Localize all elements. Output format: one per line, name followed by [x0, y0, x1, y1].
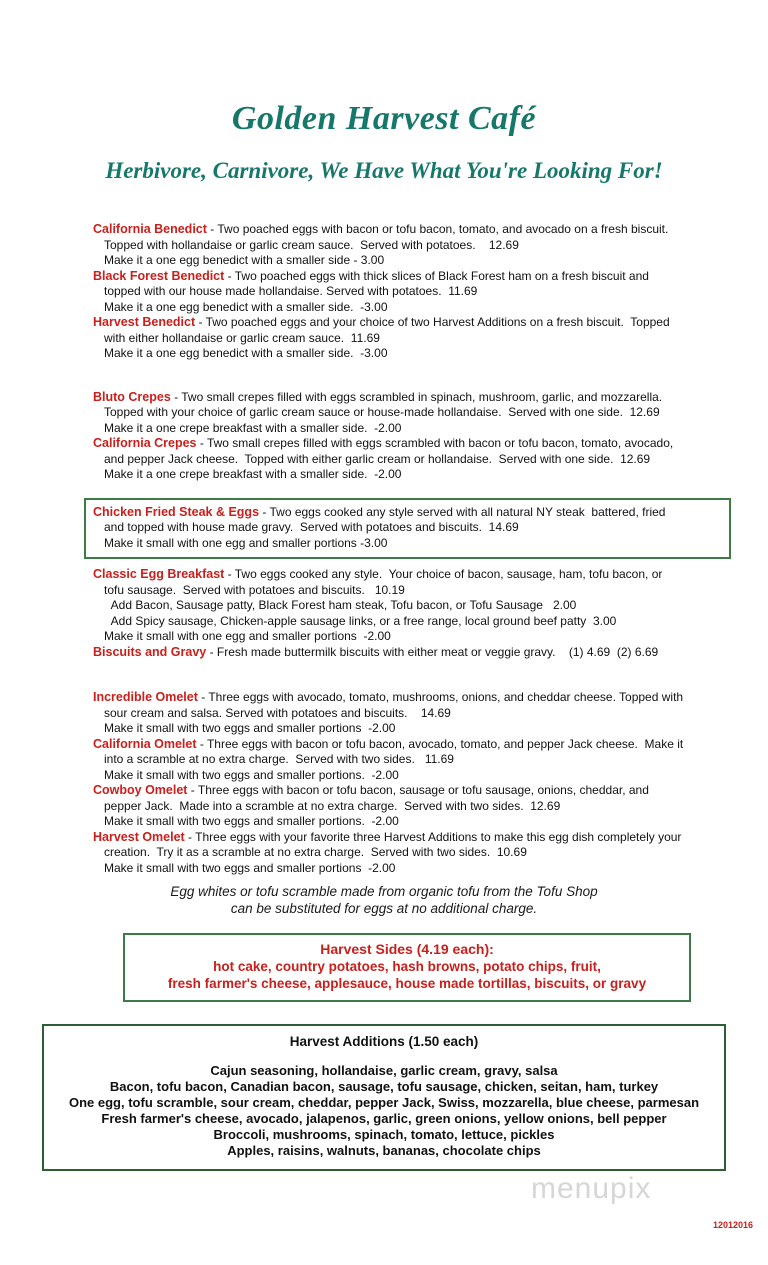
menu-item-name: Cowboy Omelet — [93, 783, 188, 797]
menu-item-line: Make it a one egg benedict with a smaller side. -3.00 — [104, 299, 388, 314]
menu-item-head — [93, 436, 721, 452]
menu-item-line: Make it small with two eggs and smaller portions -2.00 — [104, 721, 396, 735]
menu-item — [93, 269, 721, 316]
menu-item-description: - Three eggs with bacon or tofu bacon, sausage or tofu sausage, onions, cheddar, and — [187, 783, 649, 797]
menu-item-head — [93, 567, 721, 583]
menu-item-description: - Three eggs with bacon or tofu bacon, avocado, tomato, and pepper Jack cheese. Make it — [196, 736, 684, 751]
menu-item — [93, 737, 721, 784]
menu-item — [93, 783, 721, 830]
harvest-additions-line: Bacon, tofu bacon, Canadian bacon, sausage, tofu sausage, chicken, seitan, ham, turkey — [109, 1079, 659, 1094]
menu-item-head — [93, 390, 721, 406]
menu-item-name: Harvest Omelet — [93, 829, 185, 844]
menu-item-head — [93, 315, 721, 331]
menu-item-head — [93, 737, 721, 753]
menu-item-name: California Benedict — [93, 222, 207, 236]
harvest-additions-line: Cajun seasoning, hollandaise, garlic cream, gravy, salsa — [210, 1063, 558, 1078]
menu-item-head — [93, 269, 721, 285]
menu-item-line: Add Bacon, Sausage patty, Black Forest ham steak, Tofu bacon, or Tofu Sausage 2.00 — [104, 598, 577, 612]
substitution-note-line: Egg whites or tofu scramble made from organic tofu from the Tofu Shop — [170, 884, 598, 899]
menu-item-description: - Two eggs cooked any style served with all natural NY steak battered, fried — [259, 504, 666, 519]
menu-item-head — [93, 783, 721, 799]
menu-item-description: - Three eggs with avocado, tomato, mushrooms, onions, and cheddar cheese. Topped with — [197, 690, 684, 704]
menu-item-head — [93, 690, 721, 706]
date-stamp: 12012016 — [712, 1220, 753, 1230]
menu-item — [93, 315, 721, 362]
menu-item-line: Make it a one egg benedict with a smaller side. -3.00 — [104, 346, 388, 360]
menu-item-line: pepper Jack. Made into a scramble at no extra charge. Served with two sides. 12.69 — [104, 798, 561, 813]
menu-item — [93, 567, 721, 645]
menu-item-name: Classic Egg Breakfast — [93, 567, 225, 581]
menu-item — [93, 690, 721, 737]
menu-item-line: topped with our house made hollandaise. Served with potatoes. 11.69 — [104, 284, 478, 298]
menu-item — [93, 830, 721, 877]
harvest-additions-list — [48, 1063, 720, 1159]
menu-item-name: Biscuits and Gravy — [93, 644, 207, 659]
menu-item-name: Harvest Benedict — [93, 315, 196, 329]
menu-item-description: - Two eggs cooked any style. Your choice of bacon, sausage, ham, tofu bacon, or — [224, 567, 663, 581]
menu-group — [93, 690, 721, 876]
menu-item-name: Incredible Omelet — [93, 690, 198, 704]
menu-item-line: creation. Try it as a scramble at no extra charge. Served with two sides. 10.69 — [104, 845, 527, 859]
harvest-additions-line: One egg, tofu scramble, sour cream, cheddar, pepper Jack, Swiss, mozzarella, blue cheese, parmesan — [68, 1095, 700, 1110]
menu-item-description: - Two poached eggs with thick slices of Black Forest ham on a fresh biscuit and — [224, 268, 649, 283]
menu-group — [93, 567, 721, 660]
harvest-sides-line: fresh farmer's cheese, applesauce, house made tortillas, biscuits, or gravy — [167, 976, 647, 991]
restaurant-name: Golden Harvest Café — [231, 100, 537, 137]
menu-item-description: - Three eggs with your favorite three Harvest Additions to make this egg dish completely your — [184, 829, 682, 844]
menu-item-name: Chicken Fried Steak & Eggs — [93, 504, 260, 519]
highlight-box — [84, 498, 731, 560]
harvest-sides-line: hot cake, country potatoes, hash browns, potato chips, fruit, — [213, 959, 601, 974]
menu-item — [93, 222, 721, 269]
harvest-additions-line: Apples, raisins, walnuts, bananas, chocolate chips — [227, 1143, 541, 1158]
menu-item — [93, 645, 721, 661]
menu-item-description: - Fresh made buttermilk biscuits with either meat or veggie gravy. (1) 4.69 (2) 6.69 — [206, 644, 659, 659]
menupix-watermark: menupix — [531, 1172, 652, 1205]
menu-item-line: Make it small with one egg and smaller portions -3.00 — [104, 535, 388, 550]
menu-item-line: Add Spicy sausage, Chicken-apple sausage links, or a free range, local ground beef patty 3.00 — [104, 613, 617, 628]
menu-item — [93, 436, 721, 483]
menu-item-head — [93, 222, 721, 238]
harvest-additions-box — [42, 1024, 726, 1171]
menu-item-description: - Two small crepes filled with eggs scrambled in spinach, mushroom, garlic, and mozzarella. — [170, 389, 663, 404]
harvest-additions-line: Broccoli, mushrooms, spinach, tomato, lettuce, pickles — [213, 1127, 555, 1142]
harvest-additions-line: Fresh farmer's cheese, avocado, jalapenos, garlic, green onions, yellow onions, bell pepper — [101, 1111, 667, 1126]
menu-item-line: and topped with house made gravy. Served with potatoes and biscuits. 14.69 — [104, 520, 519, 534]
menu-item-description: - Two poached eggs with bacon or tofu bacon, tomato, and avocado on a fresh biscuit. — [206, 222, 669, 236]
menu-item — [93, 390, 721, 437]
menu-item-line: and pepper Jack cheese. Topped with either garlic cream or hollandaise. Served with one side. 12.69 — [104, 451, 651, 466]
menu-item-line: into a scramble at no extra charge. Served with two sides. 11.69 — [104, 752, 454, 766]
menu-item-name: California Omelet — [93, 736, 197, 751]
menu-items-list — [93, 222, 721, 876]
menu-item-line: with either hollandaise or garlic cream sauce. 11.69 — [104, 330, 380, 345]
menu-item-line: Make it small with two eggs and smaller portions. -2.00 — [104, 814, 399, 828]
harvest-sides-title: Harvest Sides (4.19 each): — [320, 941, 494, 957]
menu-item-line: Make it small with two eggs and smaller portions -2.00 — [104, 860, 396, 875]
menu-item-head — [93, 830, 721, 846]
menu-item — [93, 505, 721, 552]
menu-item-description: - Two small crepes filled with eggs scrambled with bacon or tofu bacon, tomato, avocado, — [196, 436, 674, 450]
menu-item-line: sour cream and salsa. Served with potatoes and biscuits. 14.69 — [104, 705, 451, 720]
harvest-additions-title: Harvest Additions (1.50 each) — [289, 1034, 479, 1049]
menu-item-line: Topped with hollandaise or garlic cream sauce. Served with potatoes. 12.69 — [104, 237, 519, 252]
menu-item-line: tofu sausage. Served with potatoes and biscuits. 10.19 — [104, 582, 405, 597]
menu-item-line: Make it a one crepe breakfast with a smaller side. -2.00 — [104, 467, 402, 481]
menu-item-description: - Two poached eggs and your choice of two Harvest Additions on a fresh biscuit. Topped — [195, 315, 670, 329]
menu-item-line: Make it a one egg benedict with a smaller side - 3.00 — [104, 253, 385, 267]
harvest-sides-box — [123, 933, 691, 1002]
menu-item-line: Make it small with two eggs and smaller portions. -2.00 — [104, 767, 399, 782]
menu-item-line: Make it small with one egg and smaller portions -2.00 — [104, 629, 391, 643]
tagline: Herbivore, Carnivore, We Have What You're Looking For! — [105, 158, 663, 183]
substitution-note-line: can be substituted for eggs at no additional charge. — [230, 900, 538, 916]
menu-group — [93, 390, 721, 483]
menu-item-name: Bluto Crepes — [93, 389, 171, 404]
menu-item-line: Make it a one crepe breakfast with a smaller side. -2.00 — [104, 420, 402, 435]
menu-group — [93, 222, 721, 362]
menu-item-name: Black Forest Benedict — [93, 268, 225, 283]
substitution-note — [0, 884, 768, 917]
menu-item-name: California Crepes — [93, 436, 197, 450]
menu-item-head — [93, 505, 721, 521]
menu-item-head — [93, 645, 721, 661]
menu-item-line: Topped with your choice of garlic cream sauce or house-made hollandaise. Served with one side. 12.69 — [104, 405, 660, 419]
